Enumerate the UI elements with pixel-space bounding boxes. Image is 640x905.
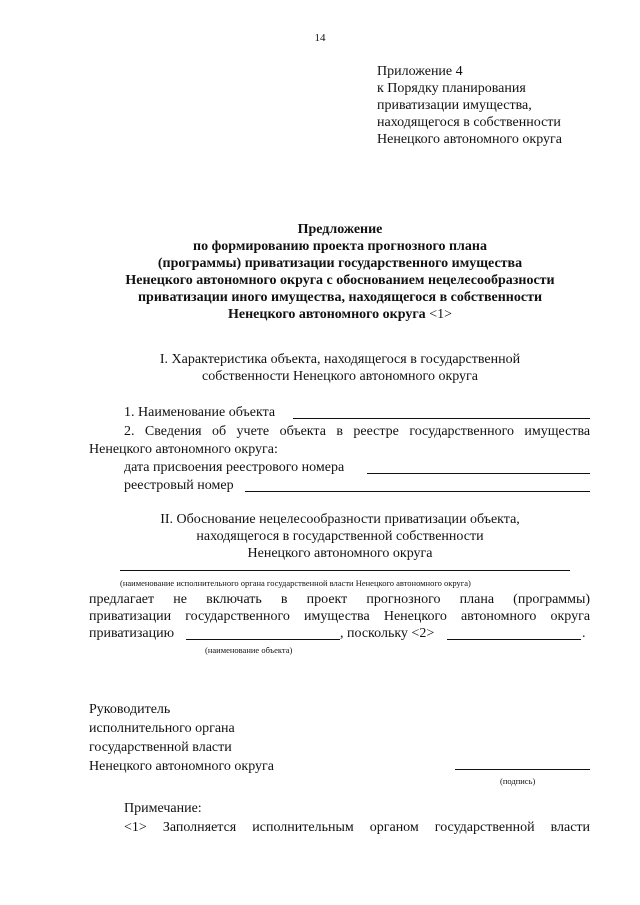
word: имущества [304,609,370,624]
signer-line: Руководитель [89,702,171,717]
word: прогнозного [366,592,441,607]
reg-date-label: дата присвоения реестрового номера [124,460,345,475]
registry-info-line2: Ненецкого автономного округа: [89,442,278,457]
word: не [173,592,187,607]
word: округа [550,609,591,624]
registry-info-line [124,423,590,440]
note-heading: Примечание: [124,801,202,816]
title-last-line: Ненецкого автономного округа [228,307,426,322]
word: включать [206,592,262,607]
word: предлагает [89,592,155,607]
appendix-line: Приложение 4 [377,64,463,79]
word: реестре [353,424,399,439]
word: в [336,424,343,439]
note-line1 [124,819,590,836]
reg-number-label: реестровый номер [124,478,234,493]
organ-name-field[interactable] [120,570,570,571]
word: государственного [409,424,514,439]
word: приватизации [89,609,172,624]
word: автономного [460,609,537,624]
appendix-line: к Порядку планирования [377,81,526,96]
appendix-line: приватизации имущества, [377,98,532,113]
privatization-label: приватизацию [89,626,175,641]
section1-heading [60,351,620,385]
word: Сведения [144,424,202,439]
signer-block [89,700,274,776]
title-line: (программы) приватизации государственного имущества [157,256,523,271]
period: . [582,626,586,641]
proposal-line1 [89,591,590,608]
word: Заполняется [162,820,237,835]
section2-heading-line: II. Обоснование нецелесообразности приватизации объекта, [160,512,520,527]
section2-heading [60,511,620,562]
proposal-line2 [89,608,590,625]
appendix-block [377,63,627,148]
word: <1> [124,820,147,835]
word: государственной [434,820,535,835]
section1-heading-line: собственности Ненецкого автономного округа [201,369,479,384]
word: учете [236,424,270,439]
title-line: Ненецкого автономного округа с обоснованием нецелесообразности [125,273,555,288]
reg-number-field[interactable] [245,491,590,492]
word: в [280,592,288,607]
signer-line: государственной власти [89,740,232,755]
organ-name-caption: (наименование исполнительного органа государственной власти Ненецкого автономного округа) [120,578,471,588]
word: 2. [124,424,135,439]
object-name-label: 1. Наименование объекта [124,405,276,420]
word: об [212,424,227,439]
signer-line: Ненецкого автономного округа [89,759,274,774]
word: плана [459,592,495,607]
appendix-line: находящегося в собственности [377,115,561,130]
word: исполнительным [252,820,354,835]
object-name-field[interactable] [293,418,590,419]
appendix-line: Ненецкого автономного округа [377,132,562,147]
reason-field[interactable] [447,639,581,640]
page-number: 14 [314,32,326,44]
word: органом [369,820,419,835]
object-field[interactable] [186,639,340,640]
footnote-ref: <1> [425,307,452,322]
object-caption: (наименование объекта) [205,645,293,655]
signer-line: исполнительного органа [89,721,235,736]
word: Ненецкого [383,609,447,624]
document-title [60,221,620,323]
title-line: по формированию проекта прогнозного плана [193,239,487,254]
reg-date-field[interactable] [367,473,590,474]
section2-heading-line: находящегося в государственной собственности [196,529,484,544]
word: (программы) [513,592,591,607]
signature-field[interactable] [455,769,590,770]
word: государственного [185,609,290,624]
word: власти [550,820,591,835]
signature-caption: (подпись) [500,776,536,786]
title-line: Предложение [297,222,383,237]
section1-heading-line: I. Характеристика объекта, находящегося в государственной [159,352,521,367]
word: объекта [279,424,326,439]
reason-label: , поскольку <2> [340,626,435,641]
title-line [60,306,620,323]
word: имущества [524,424,591,439]
section2-heading-line: Ненецкого автономного округа [247,546,433,561]
word: проект [306,592,348,607]
title-line: приватизации иного имущества, находящегося в собственности [137,290,543,305]
